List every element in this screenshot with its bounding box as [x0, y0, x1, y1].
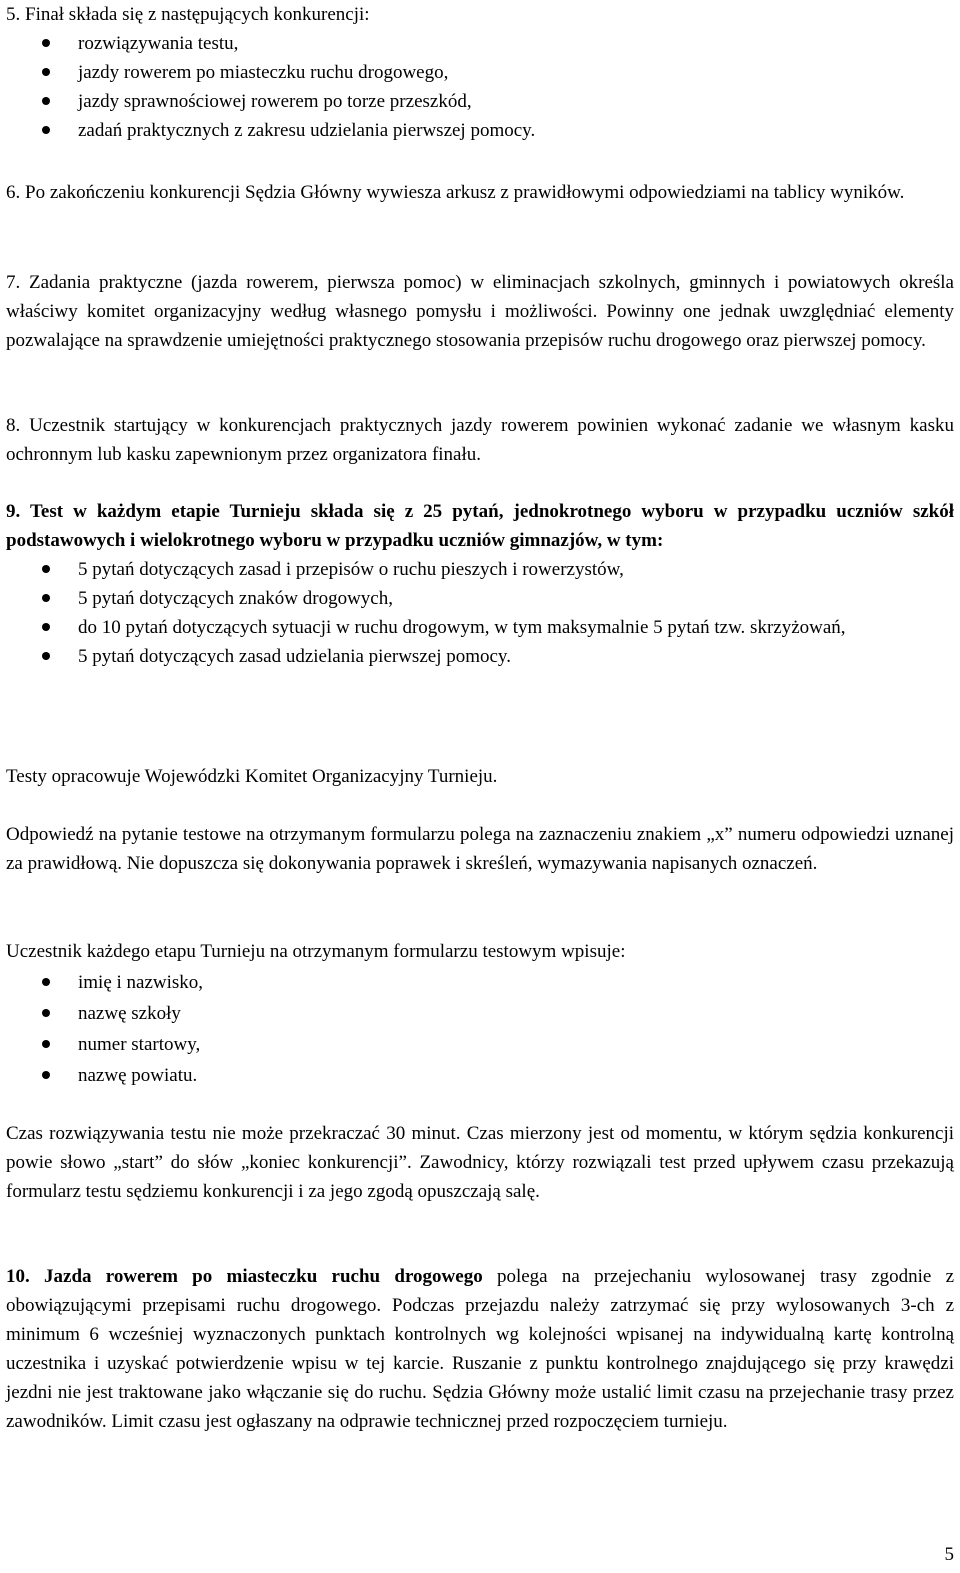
- test-time-paragraph: Czas rozwiązywania testu nie może przekraczać 30 minut. Czas mierzony jest od momentu, w którym sędzia konkurencji powie słowo „start” do słów „koniec konkurencji”. Zawodnicy, którzy rozwiązali test przed upływem czasu przekazują formularz testu sędziemu konkurencji i za jego zgodą opuszczają salę.: [6, 1123, 954, 1202]
- list-item: 5 pytań dotyczących zasad i przepisów o ruchu pieszych i rowerzystów,: [6, 555, 954, 584]
- form-fields-intro: Uczestnik każdego etapu Turnieju na otrzymanym formularzu testowym wpisuje:: [6, 941, 626, 962]
- bullet-icon: [42, 652, 50, 660]
- section-8: 8. Uczestnik startujący w konkurencjach praktycznych jazdy rowerem powinien wykonać zadanie we własnym kasku ochronnym lub kasku zapewnionym przez organizatora finału.: [6, 415, 954, 465]
- section-5-intro: 5. Finał składa się z następujących konkurencji:: [6, 4, 370, 25]
- section-9-list: [6, 555, 954, 671]
- list-item: jazdy sprawnościowej rowerem po torze przeszkód,: [6, 87, 954, 116]
- section-6: 6. Po zakończeniu konkurencji Sędzia Główny wywiesza arkusz z prawidłowymi odpowiedziami na tablicy wyników.: [6, 182, 905, 203]
- bullet-icon: [42, 623, 50, 631]
- section-10: [6, 1262, 954, 1436]
- bullet-icon: [42, 68, 50, 76]
- answer-rules-paragraph: Odpowiedź na pytanie testowe na otrzymanym formularzu polega na zaznaczeniu znakiem „x” numeru odpowiedzi uznanej za prawidłową. Nie dopuszcza się dokonywania poprawek i skreśleń, wymazywania napisanych oznaczeń.: [6, 824, 954, 874]
- bullet-icon: [42, 39, 50, 47]
- section-7: 7. Zadania praktyczne (jazda rowerem, pierwsza pomoc) w eliminacjach szkolnych, gminnych i powiatowych określa właściwy komitet organizacyjny według własnego pomysłu i możliwości. Powinny one jednak uwzględniać elementy pozwalające na sprawdzenie umiejętności praktycznego stosowania przepisów ruchu drogowego oraz pierwszej pomocy.: [6, 272, 954, 351]
- list-item: imię i nazwisko,: [6, 968, 954, 997]
- bullet-icon: [42, 1009, 50, 1017]
- page-number: 5: [944, 1544, 954, 1565]
- list-item: rozwiązywania testu,: [6, 29, 954, 58]
- section-10-title: Jazda rowerem po miasteczku ruchu drogowego: [44, 1266, 483, 1287]
- bullet-icon: [42, 594, 50, 602]
- list-item: jazdy rowerem po miasteczku ruchu drogowego,: [6, 58, 954, 87]
- tests-authors-paragraph: Testy opracowuje Wojewódzki Komitet Organizacyjny Turnieju.: [6, 766, 498, 787]
- list-item: zadań praktycznych z zakresu udzielania pierwszej pomocy.: [6, 116, 954, 145]
- bullet-icon: [42, 565, 50, 573]
- form-fields-list: [6, 968, 954, 1090]
- list-item: numer startowy,: [6, 1030, 954, 1059]
- bullet-icon: [42, 978, 50, 986]
- section-9: [6, 497, 954, 671]
- bullet-icon: [42, 1071, 50, 1079]
- section-5: [6, 0, 954, 145]
- list-item: 5 pytań dotyczących zasad udzielania pierwszej pomocy.: [6, 642, 954, 671]
- list-item: nazwę szkoły: [6, 999, 954, 1028]
- list-item: nazwę powiatu.: [6, 1061, 954, 1090]
- bullet-icon: [42, 1040, 50, 1048]
- section-9-intro: 9. Test w każdym etapie Turnieju składa się z 25 pytań, jednokrotnego wyboru w przypadku uczniów szkół podstawowych i wielokrotnego wyboru w przypadku uczniów gimnazjów, w tym:: [6, 501, 954, 551]
- list-item: do 10 pytań dotyczących sytuacji w ruchu drogowym, w tym maksymalnie 5 pytań tzw. skrzyżowań,: [6, 613, 954, 642]
- section-10-number: 10.: [6, 1266, 30, 1287]
- form-fields-block: [6, 937, 954, 1090]
- list-item: 5 pytań dotyczących znaków drogowych,: [6, 584, 954, 613]
- section-5-list: [6, 29, 954, 145]
- bullet-icon: [42, 97, 50, 105]
- section-10-text: polega na przejechaniu wylosowanej trasy zgodnie z obowiązującymi przepisami ruchu drogowego. Podczas przejazdu należy zatrzymać się przy wylosowanych 3-ch z minimum 6 wcześniej wyznaczonych punktach kontrolnych wg kolejności wpisanej na indywidualną kartę kontrolną uczestnika i uzyskać potwierdzenie wpisu w tej karcie. Ruszanie z punktu kontrolnego znajdującego się przy krawędzi jezdni nie jest traktowane jako włączanie się do ruchu. Sędzia Główny może ustalić limit czasu na przejechanie trasy przez zawodników. Limit czasu jest ogłaszany na odprawie technicznej przed rozpoczęciem turnieju.: [6, 1266, 955, 1432]
- bullet-icon: [42, 126, 50, 134]
